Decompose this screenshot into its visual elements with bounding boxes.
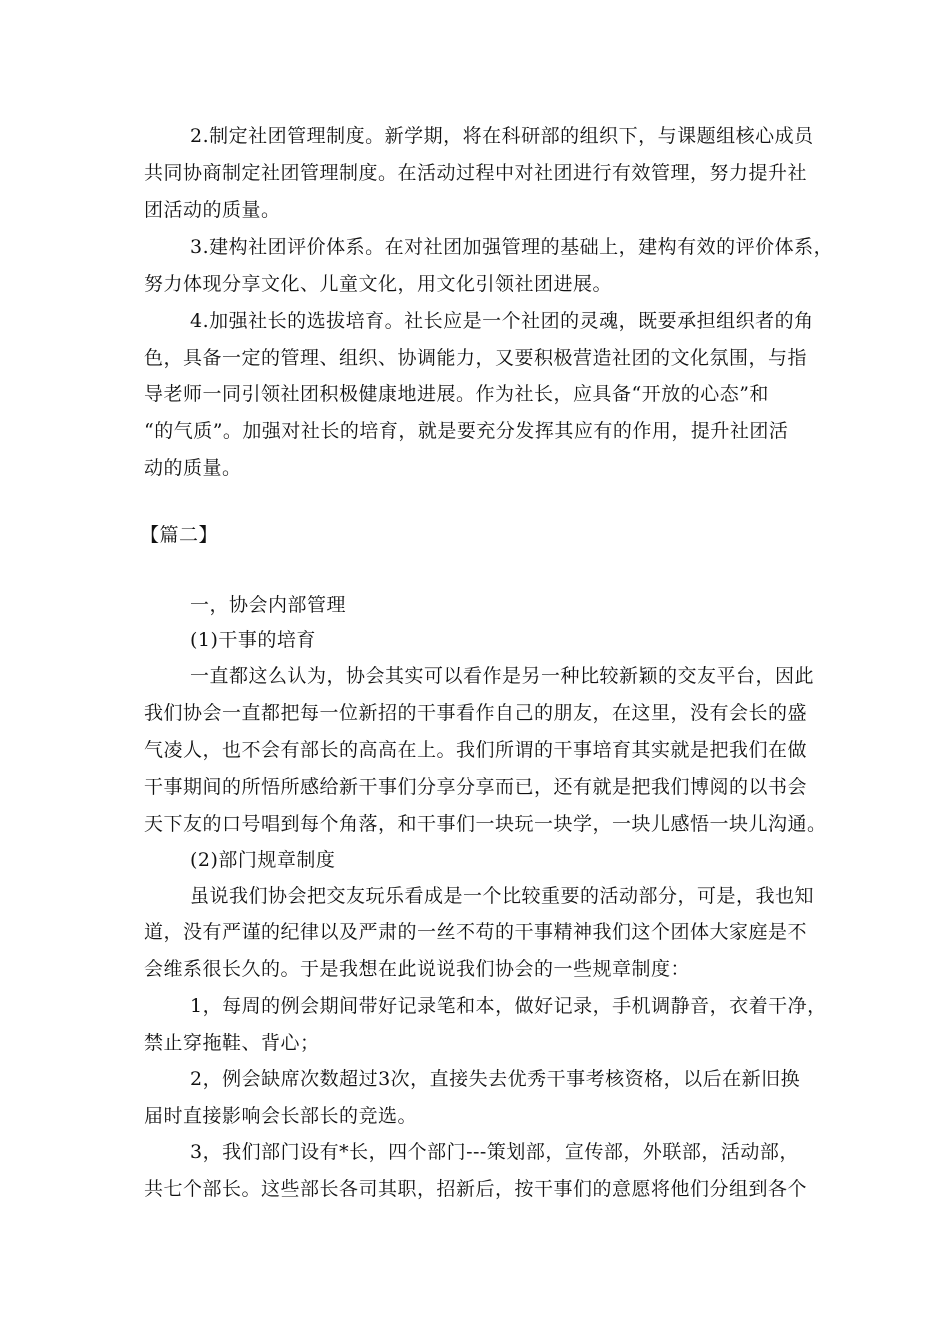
paragraph-line: 2，例会缺席次数超过3次，直接失去优秀干事考核资格，以后在新旧换 [190,1068,801,1090]
paragraph-line: 导老师一同引领社团积极健康地进展。作为社长，应具备“开放的心态”和 [144,383,769,405]
paragraph-line: 3.建构社团评价体系。在对社团加强管理的基础上，建构有效的评价体系， [190,236,834,258]
paragraph-line: “的气质”。加强对社长的培育，就是要充分发挥其应有的作用，提升社团活 [144,420,789,442]
section-heading: 【篇二】 [140,524,219,546]
paragraph-line: 3，我们部门设有*长，四个部门---策划部，宣传部，外联部，活动部， [190,1141,799,1163]
paragraph-line: 干事期间的所悟所感给新干事们分享分享而已，还有就是把我们博阅的以书会 [144,776,808,798]
paragraph-line: 气凌人，也不会有部长的高高在上。我们所谓的干事培育其实就是把我们在做 [144,739,808,761]
paragraph-line: 色，具备一定的管理、组织、协调能力，又要积极营造社团的文化氛围，与指 [144,347,808,369]
paragraph-line: 道，没有严谨的纪律以及严肃的一丝不苟的干事精神我们这个团体大家庭是不 [144,921,808,943]
paragraph-line: 虽说我们协会把交友玩乐看成是一个比较重要的活动部分，可是，我也知 [190,885,815,907]
paragraph-line: 我们协会一直都把每一位新招的干事看作自己的朋友，在这里，没有会长的盛 [144,702,808,724]
subheading: (1)干事的培育 [190,629,316,651]
paragraph-line: 届时直接影响会长部长的竞选。 [144,1105,418,1127]
paragraph-line: 动的质量。 [144,457,242,479]
paragraph-line: 4.加强社长的选拔培育。社长应是一个社团的灵魂，既要承担组织者的角 [190,310,814,332]
subheading: (2)部门规章制度 [190,849,336,871]
paragraph-line: 2.制定社团管理制度。新学期，将在科研部的组织下，与课题组核心成员 [190,125,814,147]
paragraph-line: 天下友的口号唱到每个角落，和干事们一块玩一块学，一块儿感悟一块儿沟通。 [144,813,827,835]
paragraph-line: 会维系很长久的。于是我想在此说说我们协会的一些规章制度： [144,958,691,980]
paragraph-line: 共七个部长。这些部长各司其职，招新后，按干事们的意愿将他们分组到各个 [144,1178,808,1200]
paragraph-line: 共同协商制定社团管理制度。在活动过程中对社团进行有效管理，努力提升社 [144,162,808,184]
paragraph-line: 努力体现分享文化、儿童文化，用文化引领社团进展。 [144,273,613,295]
subheading: 一，协会内部管理 [190,594,347,616]
paragraph-line: 1，每周的例会期间带好记录笔和本，做好记录，手机调静音，衣着干净， [190,995,827,1017]
paragraph-line: 一直都这么认为，协会其实可以看作是另一种比较新颖的交友平台，因此 [190,665,815,687]
paragraph-line: 禁止穿拖鞋、背心； [144,1032,320,1054]
paragraph-line: 团活动的质量。 [144,199,281,221]
